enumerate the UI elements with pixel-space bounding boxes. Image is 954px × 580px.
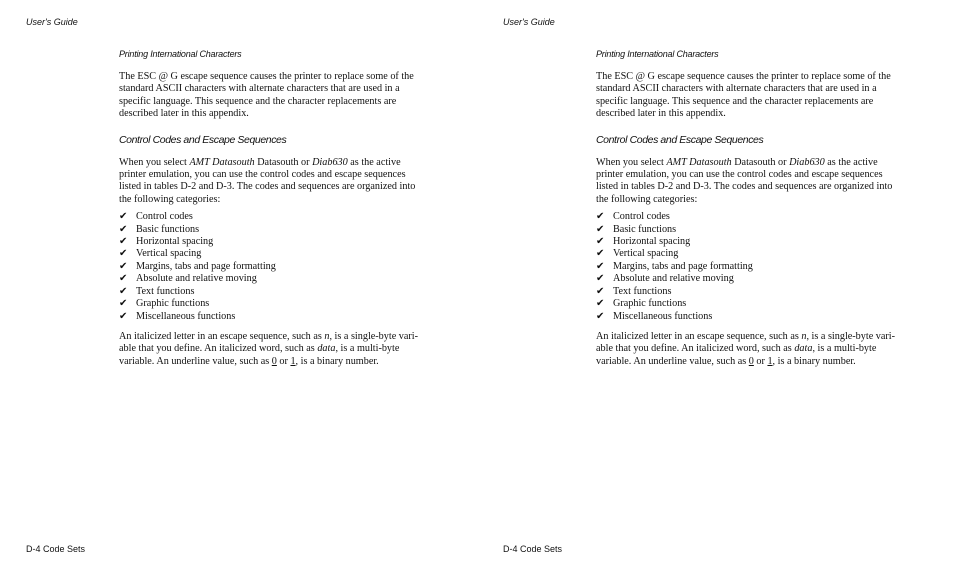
check-icon: ✔ — [119, 211, 128, 223]
check-icon: ✔ — [596, 285, 605, 297]
page-footer: D-4 Code Sets — [26, 544, 86, 554]
emphasis-amt-datasouth: AMT Datasouth — [666, 156, 732, 168]
check-icon: ✔ — [596, 310, 605, 322]
check-icon: ✔ — [119, 310, 128, 322]
list-item: ✔ Miscellaneous functions — [119, 310, 236, 322]
emphasis-data: data — [794, 343, 813, 355]
page-body — [596, 49, 906, 368]
check-icon: ✔ — [596, 260, 605, 272]
emphasis-n: n — [801, 330, 807, 342]
emphasis-data: data — [317, 343, 336, 355]
list-item: ✔ Graphic functions — [596, 298, 687, 310]
list-item: ✔ Vertical spacing — [119, 248, 202, 260]
emphasis-diab630: Diab630 — [312, 156, 348, 168]
list-item: ✔ Miscellaneous functions — [596, 310, 713, 322]
check-icon: ✔ — [596, 223, 605, 235]
emphasis-amt-datasouth: AMT Datasouth — [189, 156, 255, 168]
check-icon: ✔ — [596, 236, 605, 248]
check-icon: ✔ — [596, 211, 605, 223]
list-item: ✔ Margins, tabs and page formatting — [596, 260, 753, 272]
underline-zero: 0 — [271, 355, 277, 367]
page-body — [119, 49, 429, 368]
section-title: Printing International Characters — [596, 49, 719, 59]
emphasis-n: n — [324, 330, 330, 342]
page-header: User's Guide — [26, 17, 78, 27]
list-item: ✔ Horizontal spacing — [119, 236, 214, 248]
check-icon: ✔ — [119, 236, 128, 248]
list-item: ✔ Margins, tabs and page formatting — [119, 260, 276, 272]
check-icon: ✔ — [119, 223, 128, 235]
emulation-paragraph: When you select AMT Datasouth Datasouth or Diab630 as the active printer emulation, you can use the control codes and escape sequences listed in tables D-2 and D-3. The codes and sequences are organized into the following categories: — [119, 156, 416, 205]
list-item: ✔ Text functions — [596, 285, 672, 297]
underline-one: 1 — [767, 355, 773, 367]
check-icon: ✔ — [596, 298, 605, 310]
list-item: ✔ Basic functions — [596, 223, 677, 235]
page-header: User's Guide — [503, 17, 555, 27]
intro-paragraph: The ESC @ G escape sequence causes the printer to replace some of the standard ASCII characters with alternate characters that are used in a specific language. This sequence and the character replacements are described later in this appendix. — [119, 71, 414, 120]
category-list — [596, 211, 906, 323]
check-icon: ✔ — [119, 298, 128, 310]
check-icon: ✔ — [119, 248, 128, 260]
intro-paragraph: The ESC @ G escape sequence causes the printer to replace some of the standard ASCII characters with alternate characters that are used in a specific language. This sequence and the character replacements are described later in this appendix. — [596, 71, 891, 120]
emphasis-diab630: Diab630 — [789, 156, 825, 168]
page-footer: D-4 Code Sets — [503, 544, 563, 554]
list-item: ✔ Basic functions — [119, 223, 200, 235]
list-item: ✔ Absolute and relative moving — [596, 273, 734, 285]
list-item: ✔ Vertical spacing — [596, 248, 679, 260]
notation-paragraph: An italicized letter in an escape sequence, such as n, is a single-byte vari-able that you define. An italicized word, such as data, is a multi-byte variable. An underline value, such as 0 or 1, is a binary number. — [596, 330, 896, 367]
notation-paragraph: An italicized letter in an escape sequence, such as n, is a single-byte vari-able that you define. An italicized word, such as data, is a multi-byte variable. An underline value, such as 0 or 1, is a binary number. — [119, 330, 419, 367]
check-icon: ✔ — [119, 273, 128, 285]
list-item: ✔ Control codes — [596, 211, 670, 223]
check-icon: ✔ — [119, 260, 128, 272]
section-title: Printing International Characters — [119, 49, 242, 59]
check-icon: ✔ — [596, 248, 605, 260]
list-item: ✔ Text functions — [119, 285, 195, 297]
check-icon: ✔ — [596, 273, 605, 285]
list-item: ✔ Horizontal spacing — [596, 236, 691, 248]
right-page — [477, 0, 954, 580]
section-heading: Control Codes and Escape Sequences — [119, 133, 287, 146]
underline-one: 1 — [290, 355, 296, 367]
list-item: ✔ Graphic functions — [119, 298, 210, 310]
list-item: ✔ Control codes — [119, 211, 193, 223]
category-list — [119, 211, 429, 323]
section-heading: Control Codes and Escape Sequences — [596, 133, 764, 146]
check-icon: ✔ — [119, 285, 128, 297]
underline-zero: 0 — [748, 355, 754, 367]
list-item: ✔ Absolute and relative moving — [119, 273, 257, 285]
emulation-paragraph: When you select AMT Datasouth Datasouth or Diab630 as the active printer emulation, you can use the control codes and escape sequences listed in tables D-2 and D-3. The codes and sequences are organized into the following categories: — [596, 156, 893, 205]
